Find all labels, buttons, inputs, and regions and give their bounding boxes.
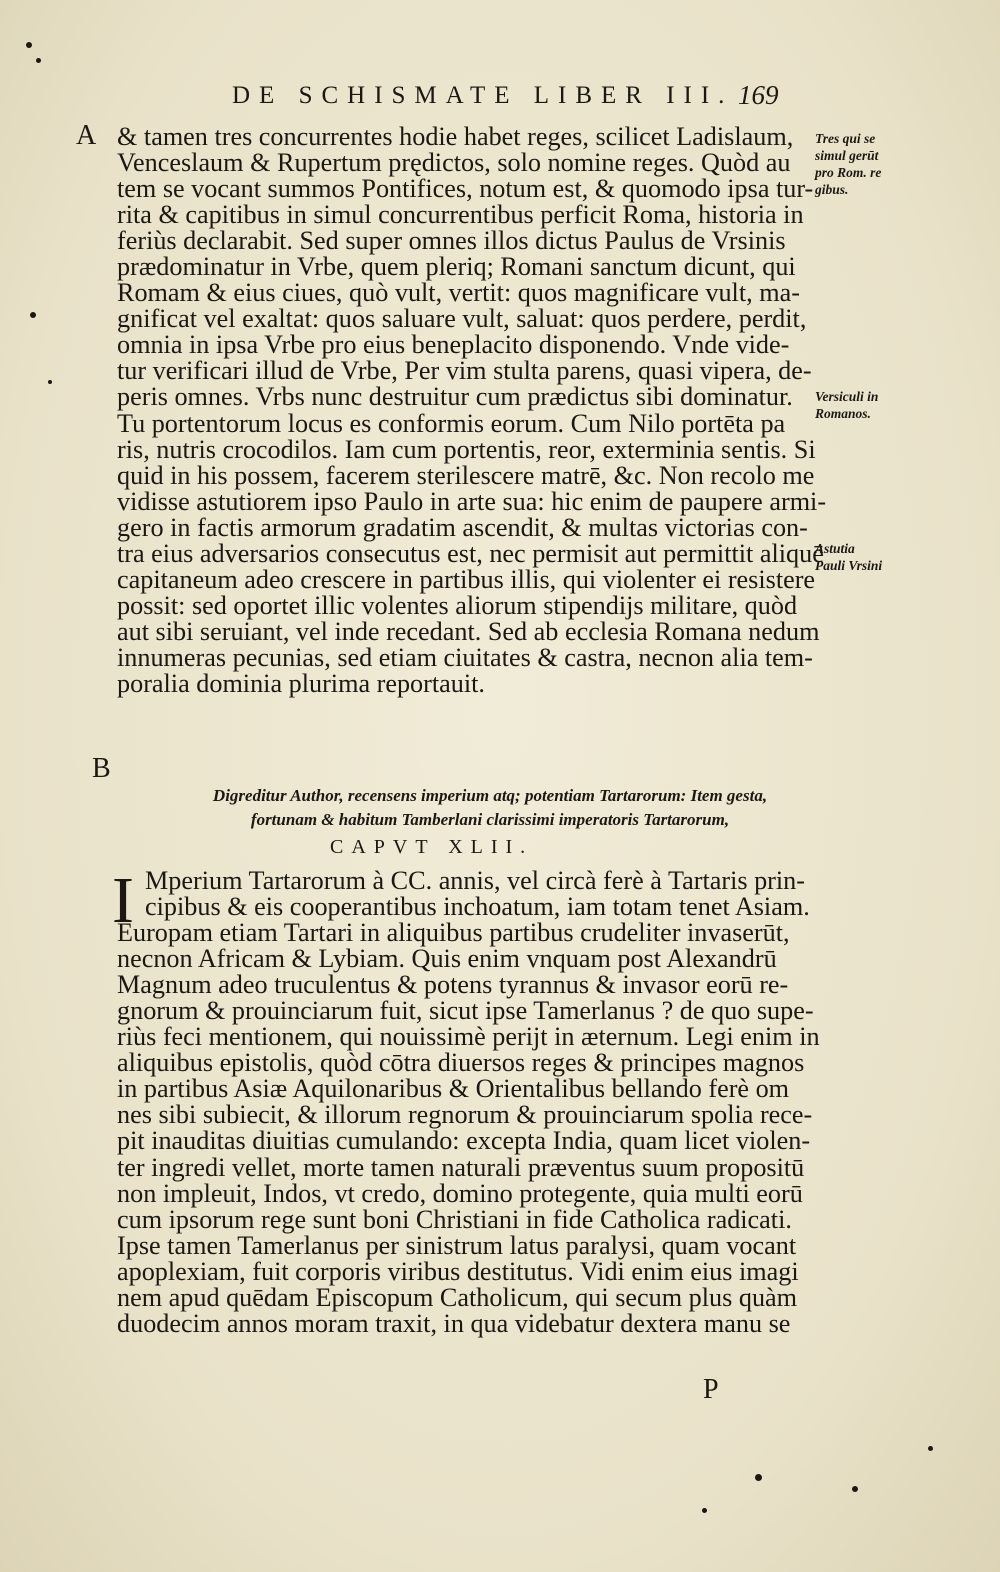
text-line: ris, nutris crocodilos. Iam cum portentis, reor, exterminia sentis. Si (117, 434, 816, 464)
text-line: in partibus Asiæ Aquilonaribus & Orientalibus bellando ferè om (117, 1074, 790, 1104)
text-line: tem se vocant summos Pontifices, notum est, & quomodo ipsa tur- (117, 174, 814, 204)
drop-capital: I (112, 864, 134, 937)
text-line: non impleuit, Indos, vt credo, domino protegente, quia multi eorū (117, 1178, 803, 1208)
text-line: apoplexiam, fuit corporis viribus destitutus. Vidi enim eius imagi (117, 1256, 799, 1286)
text-line: poralia dominia plurima reportauit. (117, 668, 485, 698)
text-line: ter ingredi vellet, morte tamen naturali præventus suum propositū (117, 1152, 805, 1182)
text-line: cipibus & eis cooperantibus inchoatum, iam totam tenet Asiam. (145, 892, 810, 922)
summary-line: Digreditur Author, recensens imperium atq; potentiam Tartarorum: Item gesta, (212, 786, 768, 805)
ink-speck (928, 1446, 933, 1451)
text-line: innumeras pecunias, sed etiam ciuitates & castra, necnon alia tem- (117, 642, 813, 672)
text-line: cum ipsorum rege sunt boni Christiani in fide Catholica radicati. (117, 1204, 792, 1234)
paragraph-2 (117, 866, 820, 1338)
chapter-summary (140, 784, 840, 832)
summary-line: fortunam & habitum Tamberlani clarissimi imperatoris Tartarorum, (250, 810, 730, 829)
text-line: nem apud quēdam Episcopum Catholicum, qui secum plus quàm (117, 1282, 798, 1312)
ink-speck (30, 312, 36, 318)
marginal-line: Pauli Vrsini (815, 558, 883, 573)
section-mark-a: A (76, 120, 97, 151)
text-line: Tu portentorum locus es conformis eorum. Cum Nilo portēta pa (117, 408, 786, 438)
text-line: gnorum & prouinciarum fuit, sicut ipse Tamerlanus ? de quo supe- (117, 996, 814, 1026)
text-line: aut sibi seruiant, vel inde recedant. Sed ab ecclesia Romana nedum (117, 616, 820, 646)
chapter-heading: CAPVT XLII. (330, 836, 534, 858)
text-line: Venceslaum & Rupertum prędictos, solo nomine reges. Quòd au (117, 148, 791, 178)
marginal-line: Romanos. (815, 406, 871, 421)
text-line: & tamen tres concurrentes hodie habet reges, scilicet Ladislaum, (117, 122, 794, 151)
marginal-line: Astutia (815, 541, 855, 556)
section-mark-b: B (92, 753, 111, 784)
text-line: necnon Africam & Lybiam. Quis enim vnquam post Alexandrū (117, 944, 777, 974)
text-line: Europam etiam Tartari in aliquibus partibus crudeliter invaserūt, (117, 918, 790, 948)
text-line: pit inauditas diuitias cumulando: excepta India, quam licet violen- (117, 1126, 811, 1156)
text-line: Romam & eius ciues, quò vult, vertit: quos magnificare vult, ma- (117, 278, 800, 308)
ink-speck (852, 1486, 858, 1492)
text-line: gero in factis armorum gradatim ascendit, & multas victorias con- (117, 512, 808, 542)
text-line: peris omnes. Vrbs nunc destruitur cum prædictus sibi dominatur. (117, 382, 793, 412)
text-line: aliquibus epistolis, quòd cōtra diuersos reges & principes magnos (117, 1048, 805, 1078)
paragraph-1 (117, 122, 827, 698)
ink-speck (36, 58, 41, 63)
text-line: gnificat vel exaltat: quos saluare vult, saluat: quos perdere, perdit, (117, 304, 807, 334)
page-number: 169 (738, 80, 779, 110)
text-line: tra eius adversarios consecutus est, nec permisit aut permittit aliquē (117, 538, 824, 568)
text-line: riùs feci mentionem, qui nouissimè perijt in æternum. Legi enim in (117, 1022, 820, 1052)
running-title: DE SCHISMATE LIBER III. (232, 82, 734, 109)
text-line: duodecim annos moram traxit, in qua videbatur dextera manu se (117, 1308, 791, 1338)
text-line: Ipse tamen Tamerlanus per sinistrum latus paralysi, quam vocant (117, 1230, 797, 1260)
text-line: Magnum adeo truculentus & potens tyrannus & invasor eorū re- (117, 970, 789, 1000)
marginal-line: pro Rom. re (815, 165, 882, 180)
marginal-note-verses (815, 388, 995, 422)
text-line: capitaneum adeo crescere in partibus illis, qui violenter ei resistere (117, 564, 816, 594)
marginal-line: Tres qui se (815, 131, 876, 146)
ink-speck (48, 380, 52, 384)
text-line: quid in his possem, facerem sterilescere matrē, &c. Non recolo me (117, 460, 815, 490)
text-line: possit: sed oportet illic volentes aliorum stipendijs militare, quòd (117, 590, 798, 620)
text-line: tur verificari illud de Vrbe, Per vim stulta parens, quasi vipera, de- (117, 356, 812, 386)
marginal-line: Versiculi in (815, 389, 879, 404)
text-line: nes sibi subiecit, & illorum regnorum & prouinciarum spolia rece- (117, 1100, 813, 1130)
text-line: Mperium Tartarorum à CC. annis, vel circà ferè à Tartaris prin- (145, 866, 805, 895)
text-line: vidisse astutiorem ipso Paulo in arte sua: hic enim de paupere armi- (117, 486, 827, 516)
marginal-line: simul gerūt (815, 148, 879, 163)
text-line: feriùs declarabit. Sed super omnes illos dictus Paulus de Vrsinis (117, 226, 786, 256)
text-line: omnia in ipsa Vrbe pro eius beneplacito disponendo. Vnde vide- (117, 330, 790, 360)
text-line: prædominatur in Vrbe, quem pleriq; Romani sanctum dicunt, qui (117, 252, 796, 282)
signature-mark: P (703, 1374, 719, 1405)
marginal-note-kings (815, 130, 995, 198)
ink-speck (755, 1474, 762, 1481)
marginal-note-astutia (815, 540, 995, 574)
marginal-line: gibus. (815, 182, 849, 197)
ink-speck (26, 42, 32, 48)
ink-speck (702, 1508, 707, 1513)
text-line: rita & capitibus in simul concurrentibus perficit Roma, historia in (117, 200, 804, 230)
